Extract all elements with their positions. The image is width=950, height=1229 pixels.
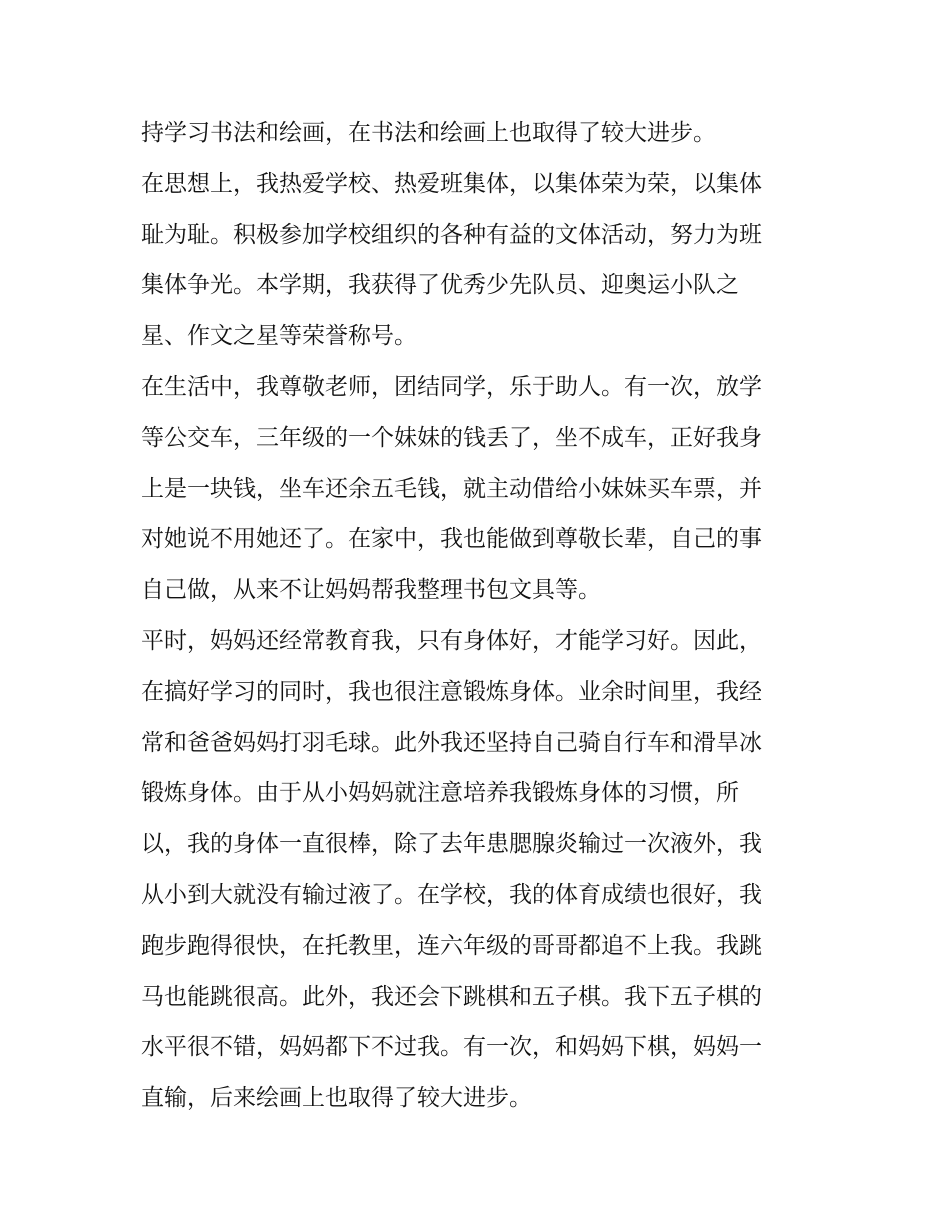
text-line: 对她说不用她还了。在家中，我也能做到尊敬长辈，自己的事: [141, 526, 762, 553]
text-line: 以，我的身体一直很棒，除了去年患腮腺炎输过一次液外，我: [141, 831, 762, 858]
text-line: 从小到大就没有输过液了。在学校，我的体育成绩也很好，我: [141, 881, 762, 908]
text-line: 在生活中，我尊敬老师，团结同学，乐于助人。有一次，放学: [141, 373, 762, 400]
text-line: 锻炼身体。由于从小妈妈就注意培养我锻炼身体的习惯，所: [141, 780, 739, 807]
text-line: 马也能跳很高。此外，我还会下跳棋和五子棋。我下五子棋的: [141, 983, 762, 1010]
text-line: 跑步跑得很快，在托教里，连六年级的哥哥都追不上我。我跳: [141, 932, 762, 959]
text-line: 在搞好学习的同时，我也很注意锻炼身体。业余时间里，我经: [141, 678, 762, 705]
text-line: 在思想上，我热爱学校、热爱班集体，以集体荣为荣，以集体: [141, 170, 762, 197]
text-line: 持学习书法和绘画，在书法和绘画上也取得了较大进步。: [141, 120, 716, 146]
text-line: 集体争光。本学期，我获得了优秀少先队员、迎奥运小队之: [141, 272, 739, 299]
text-line: 常和爸爸妈妈打羽毛球。此外我还坚持自己骑自行车和滑旱冰: [141, 729, 762, 756]
body-text: [141, 108, 821, 1124]
text-line: 星、作文之星等荣誉称号。: [141, 323, 417, 350]
text-line: 水平很不错，妈妈都下不过我。有一次，和妈妈下棋，妈妈一: [141, 1034, 762, 1061]
text-line: 耻为耻。积极参加学校组织的各种有益的文体活动，努力为班: [141, 221, 762, 248]
text-line: 平时，妈妈还经常教育我，只有身体好，才能学习好。因此，: [141, 627, 762, 654]
text-line: 直输，后来绘画上也取得了较大进步。: [141, 1085, 532, 1112]
text-line: 等公交车，三年级的一个妹妹的钱丢了，坐不成车，正好我身: [141, 424, 762, 451]
text-line: 自己做，从来不让妈妈帮我整理书包文具等。: [141, 577, 601, 604]
text-line: 上是一块钱，坐车还余五毛钱，就主动借给小妹妹买车票，并: [141, 475, 762, 502]
